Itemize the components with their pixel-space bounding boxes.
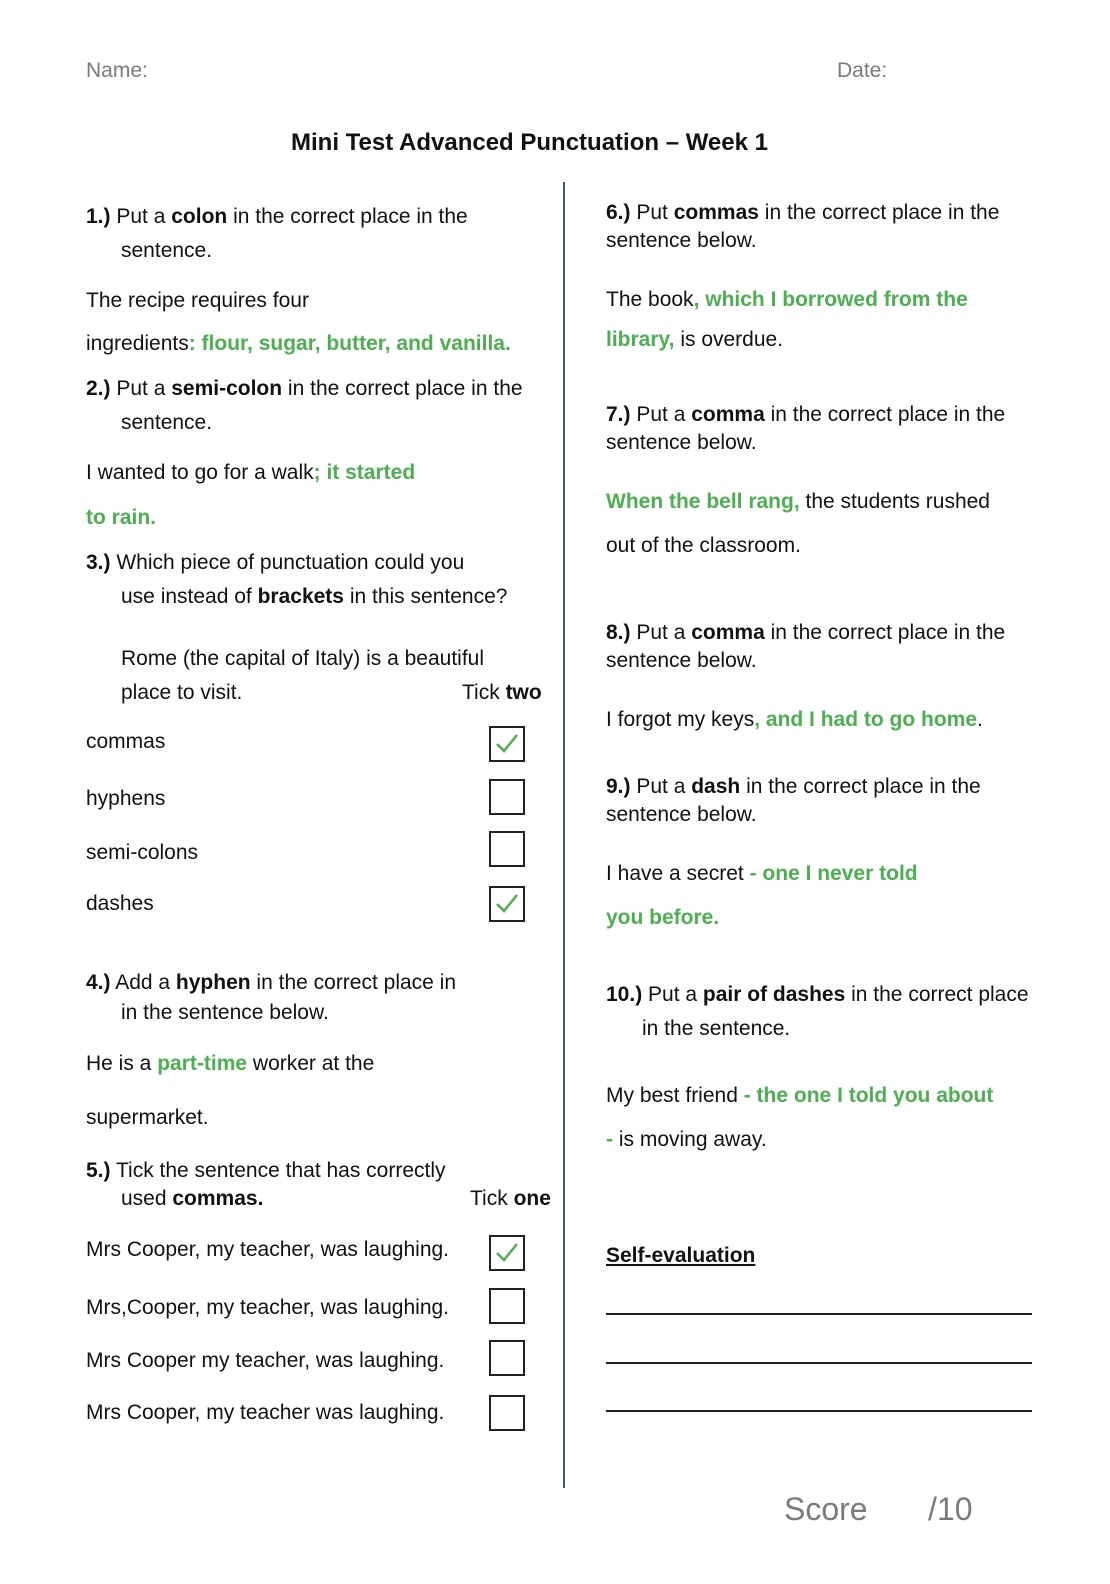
question-9-sentence-line1: I have a secret - one I never told: [606, 862, 918, 885]
question-8-prompt: 8.) Put a comma in the correct place in the: [606, 621, 1006, 644]
question-3-option-checkbox[interactable]: [489, 726, 525, 762]
question-3-example-line1: Rome (the capital of Italy) is a beautiful: [121, 647, 485, 670]
question-4-prompt: 4.) Add a hyphen in the correct place in: [86, 971, 457, 994]
question-3-example-line2: place to visit.: [121, 681, 243, 704]
name-label: Name:: [86, 59, 148, 82]
question-8-prompt-line2: sentence below.: [606, 649, 757, 672]
question-6-sentence-line2: library, is overdue.: [606, 328, 784, 351]
question-2-prompt-line2: sentence.: [121, 411, 213, 434]
question-5-option-checkbox[interactable]: [489, 1288, 525, 1324]
column-divider: [563, 182, 565, 1488]
question-3-option-checkbox[interactable]: [489, 831, 525, 867]
question-5-option-label: Mrs Cooper, my teacher was laughing.: [86, 1401, 445, 1424]
question-5-tick-instruction: Tick one: [470, 1187, 551, 1210]
question-4-sentence-line1: He is a part-time worker at the: [86, 1052, 375, 1075]
question-3-prompt-line2: use instead of brackets in this sentence?: [121, 585, 508, 608]
question-5-option-label: Mrs,Cooper, my teacher, was laughing.: [86, 1296, 450, 1319]
question-4-prompt-line2: in the sentence below.: [121, 1001, 329, 1024]
score-label: Score: [784, 1491, 868, 1527]
question-6-sentence-line1: The book, which I borrowed from the: [606, 288, 968, 311]
question-5-option-checkbox[interactable]: [489, 1235, 525, 1271]
question-9-prompt: 9.) Put a dash in the correct place in the: [606, 775, 981, 798]
question-2-sentence-line1: I wanted to go for a walk; it started: [86, 461, 416, 484]
self-evaluation-line[interactable]: [606, 1313, 1032, 1315]
question-2-sentence-line2: to rain.: [86, 506, 157, 529]
self-evaluation-line[interactable]: [606, 1362, 1032, 1364]
question-6-prompt: 6.) Put commas in the correct place in the: [606, 201, 1000, 224]
question-3-option-checkbox[interactable]: [489, 779, 525, 815]
question-3-tick-instruction: Tick two: [462, 681, 542, 704]
question-7-prompt-line2: sentence below.: [606, 431, 757, 454]
question-1-prompt-line2: sentence.: [121, 239, 213, 262]
question-5-prompt: 5.) Tick the sentence that has correctly: [86, 1159, 446, 1182]
question-4-sentence-line2: supermarket.: [86, 1106, 209, 1129]
question-5-option-checkbox[interactable]: [489, 1395, 525, 1431]
question-9-prompt-line2: sentence below.: [606, 803, 757, 826]
question-8-sentence: I forgot my keys, and I had to go home.: [606, 708, 983, 731]
score-total: /10: [928, 1491, 973, 1527]
question-5-option-label: Mrs Cooper, my teacher, was laughing.: [86, 1238, 450, 1261]
question-3-option-label: semi-colons: [86, 841, 199, 864]
checkmark-icon: [494, 891, 520, 917]
checkmark-icon: [494, 731, 520, 757]
question-10-sentence-line1: My best friend - the one I told you about: [606, 1084, 994, 1107]
checkmark-icon: [494, 1240, 520, 1266]
question-7-prompt: 7.) Put a comma in the correct place in the: [606, 403, 1006, 426]
question-3-option-label: hyphens: [86, 787, 166, 810]
question-9-sentence-line2: you before.: [606, 906, 720, 929]
question-2-prompt: 2.) Put a semi-colon in the correct place in the: [86, 377, 523, 400]
self-evaluation-line[interactable]: [606, 1410, 1032, 1412]
question-1-sentence-line1: The recipe requires four: [86, 289, 309, 312]
question-6-prompt-line2: sentence below.: [606, 229, 757, 252]
self-evaluation-heading: Self-evaluation: [606, 1244, 756, 1267]
question-5-prompt-line2: used commas.: [121, 1187, 264, 1210]
page-title: Mini Test Advanced Punctuation – Week 1: [291, 129, 768, 156]
question-3-prompt: 3.) Which piece of punctuation could you: [86, 551, 465, 574]
question-10-sentence-line2: - is moving away.: [606, 1128, 767, 1151]
question-5-option-label: Mrs Cooper my teacher, was laughing.: [86, 1349, 445, 1372]
question-7-sentence-line2: out of the classroom.: [606, 534, 801, 557]
question-7-sentence-line1: When the bell rang, the students rushed: [606, 490, 990, 513]
question-1-sentence-line2: ingredients: flour, sugar, butter, and vanilla.: [86, 332, 511, 355]
question-10-prompt-line2: in the sentence.: [642, 1017, 791, 1040]
question-3-option-label: commas: [86, 730, 166, 753]
question-5-option-checkbox[interactable]: [489, 1340, 525, 1376]
question-10-prompt: 10.) Put a pair of dashes in the correct place: [606, 983, 1029, 1006]
question-3-option-checkbox[interactable]: [489, 886, 525, 922]
date-label: Date:: [837, 59, 888, 82]
question-3-option-label: dashes: [86, 892, 154, 915]
question-1-prompt: 1.) Put a colon in the correct place in the: [86, 205, 468, 228]
